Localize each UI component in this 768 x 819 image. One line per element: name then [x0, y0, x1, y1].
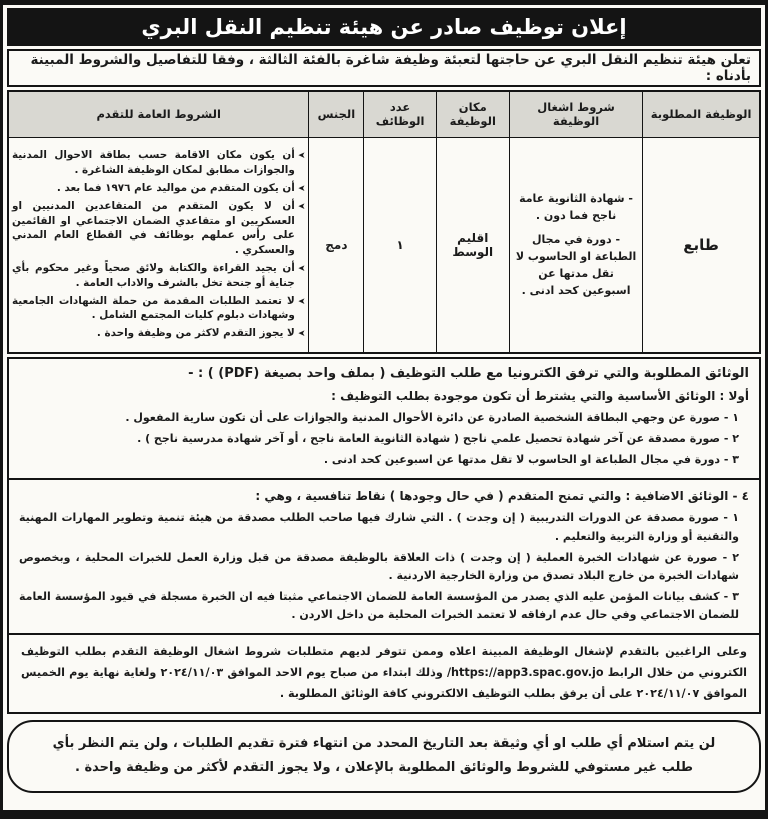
- application-url-link[interactable]: https://app3.spac.gov.jo/: [446, 665, 604, 679]
- announcement-subtitle: تعلن هيئة تنظيم النقل البري عن حاجتها لتعبئة وظيفة شاغرة بالفئة الثالثة ، وفقا للتفاصيل والشروط المبينة بأدناه :: [30, 52, 751, 84]
- application-instructions: [21, 642, 747, 704]
- arrow-bullet-icon: ➤: [297, 329, 306, 340]
- header-job-count: عدد الوظائف: [364, 91, 436, 137]
- basic-document-item: ٣ - دورة في مجال الطباعة او الحاسوب لا تقل مدتها عن اسبوعين كحد ادنى .: [323, 453, 739, 467]
- header-job-location: مكان الوظيفة: [436, 91, 509, 137]
- required-documents-section: [7, 357, 761, 714]
- cell-general-conditions: [8, 137, 309, 353]
- additional-document-item: ٣ - كشف بيانات المؤمن عليه الذي يصدر من المؤسسة العامة للضمان الاجتماعي مثبتا فيه ان الخبرة مسجلة في قيود المؤسسة العامة للضمان الاجتماعي وفي حال عدم ارفاقه لا تعتمد الخبرات المحلية من داخل الاردن .: [19, 589, 739, 622]
- general-condition-text: لا تعتمد الطلبات المقدمة من حملة الشهادات الجامعية وشهادات دبلوم كليات المجتمع الشامل .: [12, 294, 295, 322]
- cell-occupation-conditions: [509, 137, 642, 353]
- cell-job-title: طابع: [643, 137, 760, 353]
- general-condition-item: [12, 294, 305, 324]
- additional-document-item: ٢ - صورة عن شهادات الخبرة العملية ( إن وجدت ) ذات العلاقة بالوظيفة مصدقة من قبل وزارة العمل للخبرات المحلية ، وبخصوص شهادات الخبرة من خارج البلاد تصدق من وزارة الخارجية الاردنية .: [19, 550, 739, 582]
- vacancy-table: [7, 90, 761, 354]
- application-instructions-box: [9, 633, 759, 712]
- additional-documents-header: ٤ - الوثائق الاضافية : والتي تمنح المتقدم ( في حال وجودها ) نقاط تنافسية ، وهي :: [255, 489, 749, 504]
- header-general-conditions: الشروط العامة للتقدم: [8, 91, 309, 137]
- header-occupation-conditions: شروط اشغال الوظيفة: [509, 91, 642, 137]
- general-condition-text: أن لا يكون المتقدم من المتقاعدين المدنيين او العسكريين او متقاعدي الضمان الاجتماعي او القائمين على رأس عملهم بوظائف في القطاع العام المدني والعسكري .: [12, 199, 295, 257]
- announcement-title-bar: [7, 8, 761, 46]
- general-condition-text: أن يكون المتقدم من مواليد عام ١٩٧٦ فما بعد .: [56, 181, 295, 194]
- application-text-after-link: وذلك ابتداء من صباح يوم الاحد الموافق ٢٠٢٤/١١/٠٣ ولغاية نهاية يوم الخميس الموافق ٢٠٢٤/١١/٠٧ على أن يرفق بطلب التوظيف الالكتروني كافة الوثائق المطلوبة .: [21, 665, 747, 700]
- basic-documents-header: أولا : الوثائق الأساسية والتي يشترط أن تكون موجودة بطلب التوظيف :: [331, 389, 749, 403]
- application-text-before-link: وعلى الراغبين بالتقدم لإشغال الوظيفة المبينة اعلاه وممن تتوفر لديهم متطلبات شروط اشغال الوظيفة التقدم بطلب التوظيف الكتروني من خلال الرابط: [21, 645, 747, 679]
- deadline-notice-text: لن يتم استلام أي طلب او أي وثيقة بعد التاريخ المحدد من انتهاء فترة تقديم الطلبات ، ولن يتم النظر بأي طلب غير مستوفي للشروط والوثائق المطلوبة بالإعلان ، ولا يجوز التقدم لأكثر من وظيفة واحدة .: [52, 736, 716, 776]
- additional-document-item: ١ - صورة مصدقة عن الدورات التدريبية ( إن وجدت ) . التي شارك فيها صاحب الطلب مصدقة من هيئة تنمية وتطوير المهارات المهنية والتقنية أو وزارة التربية والتعليم .: [19, 511, 739, 543]
- general-condition-text: أن يكون مكان الاقامة حسب بطاقة الاحوال المدنية والجوازات مطابق لمكان الوظيفة الشاغرة .: [12, 149, 295, 176]
- arrow-bullet-icon: ➤: [297, 201, 306, 212]
- arrow-bullet-icon: ➤: [297, 264, 306, 275]
- general-condition-text: لا يجوز التقدم لاكثر من وظيفة واحدة .: [96, 327, 295, 340]
- general-condition-item: [12, 181, 305, 196]
- arrow-bullet-icon: ➤: [297, 296, 306, 307]
- documents-section-title: الوثائق المطلوبة والتي ترفق الكترونيا مع طلب التوظيف ( بملف واحد بصيغة (PDF) ) : -: [188, 366, 749, 381]
- general-condition-item: [12, 148, 305, 178]
- additional-documents-box: [9, 478, 759, 633]
- arrow-bullet-icon: ➤: [297, 183, 306, 194]
- header-required-job: الوظيفة المطلوبة: [643, 91, 760, 137]
- basic-document-item: ١ - صورة عن وجهي البطاقة الشخصية الصادرة عن دائرة الأحوال المدنية والجوازات على أن تكون سارية المفعول .: [125, 411, 739, 424]
- occupation-condition-line: - دورة في مجال الطباعة او الحاسوب لا تقل مدتها عن اسبوعين كحد ادنى .: [515, 233, 637, 298]
- table-row: [8, 137, 760, 353]
- cell-job-count: ١: [364, 137, 436, 353]
- occupation-condition-line: - شهادة الثانوية عامة ناجح فما دون .: [519, 192, 633, 223]
- deadline-notice-box: [7, 720, 761, 792]
- cell-job-location: اقليم الوسط: [436, 137, 509, 353]
- arrow-bullet-icon: ➤: [297, 151, 306, 162]
- general-condition-item: [12, 326, 305, 341]
- header-gender: الجنس: [309, 91, 364, 137]
- announcement-subtitle-box: [7, 49, 761, 87]
- announcement-title: إعلان توظيف صادر عن هيئة تنظيم النقل البري: [141, 15, 627, 39]
- basic-document-item: ٢ - صورة مصدقة عن آخر شهادة تحصيل علمي ناجح ( شهادة الثانوية العامة ناجح ، أو آخر شهادة مدرسية ناجح ) .: [137, 432, 739, 446]
- general-condition-text: أن يجيد القراءة والكتابة ولائق صحياً وغير محكوم بأي جناية أو جنحة تخل بالشرف والاداب العامة .: [12, 262, 295, 289]
- general-condition-item: [12, 199, 305, 258]
- basic-documents-box: [9, 359, 759, 478]
- general-condition-item: [12, 261, 305, 291]
- table-header-row: [8, 91, 760, 137]
- cell-gender: دمج: [309, 137, 364, 353]
